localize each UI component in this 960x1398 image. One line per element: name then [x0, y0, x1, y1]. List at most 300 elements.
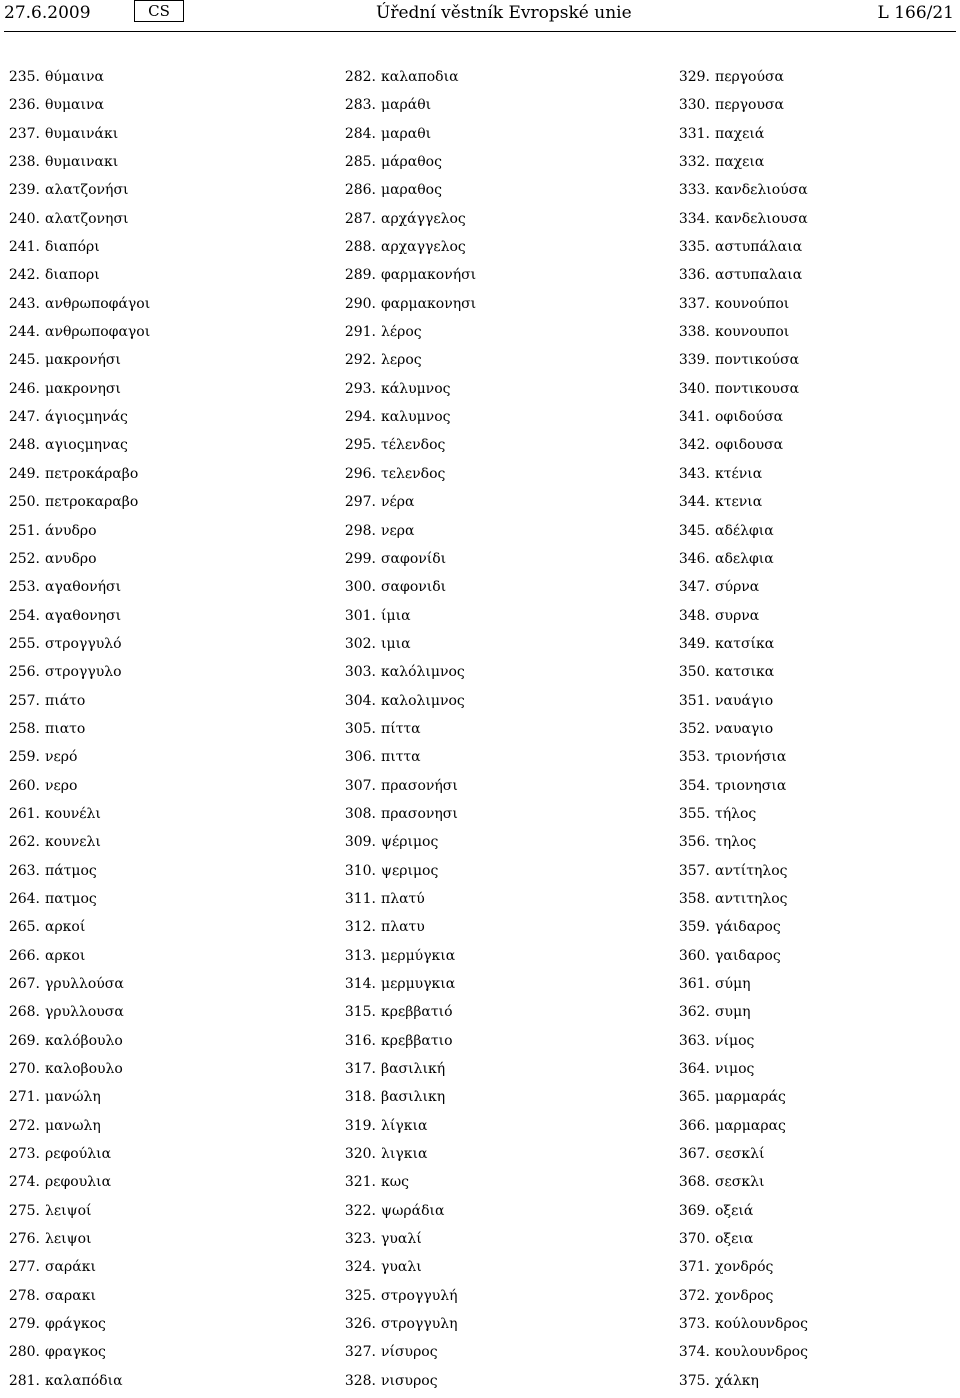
item-number: 236.	[8, 97, 40, 114]
list-item	[4, 123, 150, 151]
item-number: 256.	[8, 664, 40, 681]
item-text: παχειά	[715, 125, 765, 142]
item-number: 244.	[8, 324, 40, 341]
item-text: τελενδος	[381, 465, 446, 482]
list-item	[674, 576, 808, 604]
item-number: 371.	[678, 1259, 710, 1276]
list-item	[4, 1228, 150, 1256]
item-text: μάραθος	[381, 154, 442, 171]
item-number: 335.	[678, 239, 710, 256]
item-number: 258.	[8, 720, 40, 737]
item-text: νιμος	[715, 1061, 755, 1078]
item-number: 366.	[678, 1117, 710, 1134]
item-text: κουλουνδρος	[715, 1344, 808, 1361]
item-text: ανθρωποφάγοι	[45, 295, 151, 312]
list-item	[674, 548, 808, 576]
list-item	[340, 491, 476, 519]
item-text: ναυαγιο	[715, 720, 774, 737]
list-item	[674, 151, 808, 179]
item-text: φραγκος	[45, 1344, 106, 1361]
list-item	[4, 208, 150, 236]
item-number: 266.	[8, 947, 40, 964]
item-number: 364.	[678, 1061, 710, 1078]
item-number: 237.	[8, 125, 40, 142]
item-number: 361.	[678, 976, 710, 992]
item-text: μαράθι	[381, 97, 432, 114]
item-number: 243.	[8, 295, 40, 312]
item-text: γυαλί	[381, 1231, 422, 1248]
list-item	[340, 1370, 476, 1398]
list-item	[674, 378, 808, 406]
item-number: 306.	[344, 749, 376, 766]
list-item	[674, 718, 808, 746]
item-text: χονδρός	[715, 1259, 774, 1276]
item-number: 319.	[344, 1117, 376, 1134]
list-item	[674, 831, 808, 859]
item-number: 302.	[344, 635, 376, 652]
item-number: 270.	[8, 1061, 40, 1078]
list-item	[340, 1086, 476, 1114]
item-text: μαρμαράς	[715, 1089, 786, 1106]
list-item	[4, 1341, 150, 1369]
list-item	[340, 463, 476, 491]
item-number: 296.	[344, 465, 376, 482]
item-number: 369.	[678, 1202, 710, 1219]
item-number: 365.	[678, 1089, 710, 1106]
item-number: 344.	[678, 494, 710, 511]
item-number: 328.	[344, 1372, 376, 1389]
list-item	[674, 945, 808, 973]
list-item	[340, 916, 476, 944]
item-text: καλόλιμνος	[381, 664, 465, 681]
item-text: φαρμακονήσι	[381, 267, 477, 284]
item-text: νέρα	[381, 494, 415, 511]
item-text: ρεφούλια	[45, 1146, 112, 1163]
list-item	[674, 1086, 808, 1114]
item-number: 341.	[678, 409, 710, 426]
item-number: 248.	[8, 437, 40, 454]
item-number: 293.	[344, 380, 376, 397]
list-item	[4, 321, 150, 349]
list-item	[674, 264, 808, 292]
list-item	[4, 349, 150, 377]
item-text: αγιοςμηνας	[45, 437, 128, 454]
item-number: 282.	[344, 69, 376, 85]
item-text: κατσικα	[715, 664, 775, 681]
item-text: γαιδαρος	[715, 947, 781, 964]
item-number: 273.	[8, 1146, 40, 1163]
item-text: μακρονησι	[45, 380, 121, 397]
list-item	[674, 1370, 808, 1398]
list-item	[674, 661, 808, 689]
item-number: 242.	[8, 267, 40, 284]
item-number: 310.	[344, 862, 376, 879]
item-text: ίμια	[381, 607, 411, 624]
item-text: οφιδούσα	[715, 409, 784, 426]
list-item	[340, 1030, 476, 1058]
item-text: πλατυ	[381, 919, 425, 936]
item-text: γυαλι	[381, 1259, 422, 1276]
list-item	[340, 633, 476, 661]
item-number: 238.	[8, 154, 40, 171]
item-number: 278.	[8, 1287, 40, 1304]
item-number: 353.	[678, 749, 710, 766]
list-item	[674, 1058, 808, 1086]
item-text: αρκοι	[45, 947, 86, 964]
list-item	[4, 633, 150, 661]
item-text: κως	[381, 1174, 410, 1191]
list-column-2	[340, 66, 476, 1398]
list-item	[4, 151, 150, 179]
item-number: 235.	[8, 69, 40, 85]
item-text: σεσκλί	[715, 1146, 765, 1163]
item-text: οφιδουσα	[715, 437, 784, 454]
item-number: 251.	[8, 522, 40, 539]
item-text: γρυλλουσα	[45, 1004, 124, 1021]
item-text: θυμαινα	[45, 97, 104, 114]
list-item	[674, 208, 808, 236]
item-text: λειψοι	[45, 1231, 92, 1248]
list-item	[340, 123, 476, 151]
list-item	[340, 576, 476, 604]
list-item	[674, 1341, 808, 1369]
item-text: άνυδρο	[45, 522, 97, 539]
item-number: 326.	[344, 1316, 376, 1333]
list-item	[340, 1256, 476, 1284]
list-item	[4, 548, 150, 576]
list-item	[340, 1001, 476, 1029]
item-text: ψωράδια	[381, 1202, 445, 1219]
item-number: 300.	[344, 579, 376, 596]
item-text: θυμαινάκι	[45, 125, 119, 142]
item-text: πάτμος	[45, 862, 97, 879]
item-text: αντίτηλος	[715, 862, 788, 879]
item-number: 246.	[8, 380, 40, 397]
item-text: λερος	[381, 352, 422, 369]
item-text: μανώλη	[45, 1089, 101, 1106]
item-number: 348.	[678, 607, 710, 624]
item-text: στρογγυλη	[381, 1316, 458, 1333]
item-text: φαρμακονησι	[381, 295, 477, 312]
list-item	[4, 690, 150, 718]
item-number: 318.	[344, 1089, 376, 1106]
list-item	[674, 66, 808, 94]
list-item	[674, 690, 808, 718]
list-item	[4, 1200, 150, 1228]
list-item	[674, 1285, 808, 1313]
item-text: νερα	[381, 522, 415, 539]
list-item	[674, 1115, 808, 1143]
item-number: 264.	[8, 890, 40, 907]
item-text: οξειά	[715, 1202, 754, 1219]
list-item	[4, 831, 150, 859]
item-text: μερμυγκια	[381, 976, 456, 992]
item-text: αρχάγγελος	[381, 210, 466, 227]
item-number: 357.	[678, 862, 710, 879]
item-text: περγουσα	[715, 97, 785, 114]
item-number: 245.	[8, 352, 40, 369]
list-item	[340, 66, 476, 94]
item-text: βασιλικη	[381, 1089, 446, 1106]
item-text: κανδελιούσα	[715, 182, 808, 199]
list-item	[340, 1228, 476, 1256]
item-number: 331.	[678, 125, 710, 142]
item-number: 343.	[678, 465, 710, 482]
header-divider	[4, 31, 956, 32]
item-text: διαπόρι	[45, 239, 100, 256]
item-text: ανυδρο	[45, 550, 97, 567]
item-text: αλατζονήσι	[45, 182, 129, 199]
item-number: 289.	[344, 267, 376, 284]
item-number: 269.	[8, 1032, 40, 1049]
item-text: αρχαγγελος	[381, 239, 466, 256]
list-item	[4, 860, 150, 888]
list-item	[674, 775, 808, 803]
item-number: 280.	[8, 1344, 40, 1361]
item-text: κτενια	[715, 494, 763, 511]
item-text: καλολιμνος	[381, 692, 465, 709]
list-item	[674, 633, 808, 661]
item-text: βασιλική	[381, 1061, 446, 1078]
list-item	[340, 803, 476, 831]
list-item	[340, 378, 476, 406]
item-text: θυμαινακι	[45, 154, 119, 171]
item-text: ποντικουσα	[715, 380, 800, 397]
item-number: 327.	[344, 1344, 376, 1361]
item-number: 322.	[344, 1202, 376, 1219]
item-number: 325.	[344, 1287, 376, 1304]
list-column-3	[674, 66, 808, 1398]
item-number: 345.	[678, 522, 710, 539]
item-number: 317.	[344, 1061, 376, 1078]
list-item	[4, 463, 150, 491]
item-text: νίμος	[715, 1032, 755, 1049]
item-text: αντιτηλος	[715, 890, 788, 907]
list-item	[674, 463, 808, 491]
item-number: 359.	[678, 919, 710, 936]
item-number: 373.	[678, 1316, 710, 1333]
item-number: 350.	[678, 664, 710, 681]
item-number: 303.	[344, 664, 376, 681]
item-number: 320.	[344, 1146, 376, 1163]
list-item	[4, 1171, 150, 1199]
item-text: μανωλη	[45, 1117, 101, 1134]
item-number: 305.	[344, 720, 376, 737]
list-item	[340, 434, 476, 462]
item-text: αστυπάλαια	[715, 239, 803, 256]
item-text: λίγκια	[381, 1117, 428, 1134]
list-item	[340, 406, 476, 434]
list-item	[674, 1228, 808, 1256]
list-item	[4, 803, 150, 831]
item-text: κανδελιουσα	[715, 210, 808, 227]
item-number: 339.	[678, 352, 710, 369]
item-number: 287.	[344, 210, 376, 227]
item-number: 336.	[678, 267, 710, 284]
item-text: πετροκάραβο	[45, 465, 139, 482]
item-text: καλοβουλο	[45, 1061, 123, 1078]
list-item	[4, 491, 150, 519]
item-text: πετροκαραβο	[45, 494, 139, 511]
item-number: 337.	[678, 295, 710, 312]
list-item	[340, 888, 476, 916]
item-text: σαφονίδι	[381, 550, 447, 567]
list-item	[4, 66, 150, 94]
item-number: 351.	[678, 692, 710, 709]
item-number: 333.	[678, 182, 710, 199]
item-number: 260.	[8, 777, 40, 794]
item-text: σύρνα	[715, 579, 760, 596]
list-item	[4, 775, 150, 803]
list-item	[4, 1086, 150, 1114]
item-text: οξεια	[715, 1231, 754, 1248]
item-number: 308.	[344, 805, 376, 822]
item-text: καλαπόδια	[45, 1372, 123, 1389]
item-text: στρογγυλο	[45, 664, 122, 681]
item-text: μαραθος	[381, 182, 442, 199]
list-item	[4, 179, 150, 207]
list-item	[4, 661, 150, 689]
item-number: 257.	[8, 692, 40, 709]
item-text: ανθρωποφαγοι	[45, 324, 151, 341]
item-text: μερμύγκια	[381, 947, 456, 964]
item-text: ιμια	[381, 635, 411, 652]
item-text: κρεββατιό	[381, 1004, 453, 1021]
list-item	[340, 179, 476, 207]
item-number: 253.	[8, 579, 40, 596]
item-number: 250.	[8, 494, 40, 511]
list-item	[674, 803, 808, 831]
item-number: 295.	[344, 437, 376, 454]
list-item	[340, 293, 476, 321]
item-number: 298.	[344, 522, 376, 539]
item-number: 358.	[678, 890, 710, 907]
item-text: πρασονησι	[381, 805, 458, 822]
list-item	[4, 605, 150, 633]
item-number: 262.	[8, 834, 40, 851]
item-number: 271.	[8, 1089, 40, 1106]
list-item	[340, 1058, 476, 1086]
item-number: 247.	[8, 409, 40, 426]
item-text: φράγκος	[45, 1316, 106, 1333]
list-item	[674, 888, 808, 916]
item-number: 249.	[8, 465, 40, 482]
list-item	[340, 973, 476, 1001]
item-number: 338.	[678, 324, 710, 341]
list-item	[340, 208, 476, 236]
list-item	[674, 349, 808, 377]
item-text: πιττα	[381, 749, 421, 766]
item-text: κουνούποι	[715, 295, 790, 312]
item-number: 309.	[344, 834, 376, 851]
list-item	[340, 746, 476, 774]
list-item	[674, 1001, 808, 1029]
item-text: κουνέλι	[45, 805, 101, 822]
item-number: 288.	[344, 239, 376, 256]
list-item	[340, 831, 476, 859]
item-text: σαφονιδι	[381, 579, 447, 596]
item-number: 356.	[678, 834, 710, 851]
item-number: 372.	[678, 1287, 710, 1304]
item-number: 301.	[344, 607, 376, 624]
list-item	[674, 746, 808, 774]
item-number: 279.	[8, 1316, 40, 1333]
item-text: πλατύ	[381, 890, 425, 907]
list-item	[674, 123, 808, 151]
item-number: 285.	[344, 154, 376, 171]
list-item	[4, 1256, 150, 1284]
publication-date: 27.6.2009	[4, 3, 91, 23]
list-item	[674, 605, 808, 633]
list-item	[4, 1030, 150, 1058]
list-item	[340, 321, 476, 349]
list-item	[340, 1115, 476, 1143]
item-text: καλόβουλο	[45, 1032, 123, 1049]
item-text: στρογγυλό	[45, 635, 122, 652]
list-item	[674, 1171, 808, 1199]
language-badge: CS	[134, 0, 184, 22]
item-text: θύμαινα	[45, 69, 104, 85]
item-number: 324.	[344, 1259, 376, 1276]
item-number: 375.	[678, 1372, 710, 1389]
item-text: κρεββατιο	[381, 1032, 453, 1049]
item-text: τριονήσια	[715, 749, 787, 766]
item-text: καλυμνος	[381, 409, 451, 426]
item-number: 307.	[344, 777, 376, 794]
list-item	[340, 945, 476, 973]
item-text: κατσίκα	[715, 635, 775, 652]
item-number: 370.	[678, 1231, 710, 1248]
item-number: 290.	[344, 295, 376, 312]
item-text: αδέλφια	[715, 522, 774, 539]
item-number: 355.	[678, 805, 710, 822]
item-text: μαραθι	[381, 125, 432, 142]
item-number: 284.	[344, 125, 376, 142]
item-number: 272.	[8, 1117, 40, 1134]
list-item	[340, 264, 476, 292]
item-text: άγιοςμηνάς	[45, 409, 128, 426]
item-number: 263.	[8, 862, 40, 879]
list-item	[4, 378, 150, 406]
list-item	[4, 973, 150, 1001]
item-number: 294.	[344, 409, 376, 426]
list-item	[674, 321, 808, 349]
list-item	[674, 293, 808, 321]
page-reference: L 166/21	[877, 3, 954, 23]
item-text: τήλος	[715, 805, 757, 822]
item-number: 255.	[8, 635, 40, 652]
list-item	[340, 349, 476, 377]
item-text: συρνα	[715, 607, 760, 624]
item-text: μαρμαρας	[715, 1117, 786, 1134]
item-text: κουνελι	[45, 834, 101, 851]
item-text: αγαθονησι	[45, 607, 122, 624]
item-text: πιάτο	[45, 692, 86, 709]
item-text: λειψοί	[45, 1202, 92, 1219]
list-item	[4, 1313, 150, 1341]
list-item	[674, 860, 808, 888]
item-number: 321.	[344, 1174, 376, 1191]
item-text: νίσυρος	[381, 1344, 438, 1361]
item-text: γρυλλούσα	[45, 976, 124, 992]
list-item	[340, 1200, 476, 1228]
item-number: 267.	[8, 976, 40, 992]
item-number: 368.	[678, 1174, 710, 1191]
item-text: πατμος	[45, 890, 97, 907]
item-number: 349.	[678, 635, 710, 652]
journal-title: Úřední věstník Evropské unie	[376, 3, 632, 23]
list-item	[674, 179, 808, 207]
